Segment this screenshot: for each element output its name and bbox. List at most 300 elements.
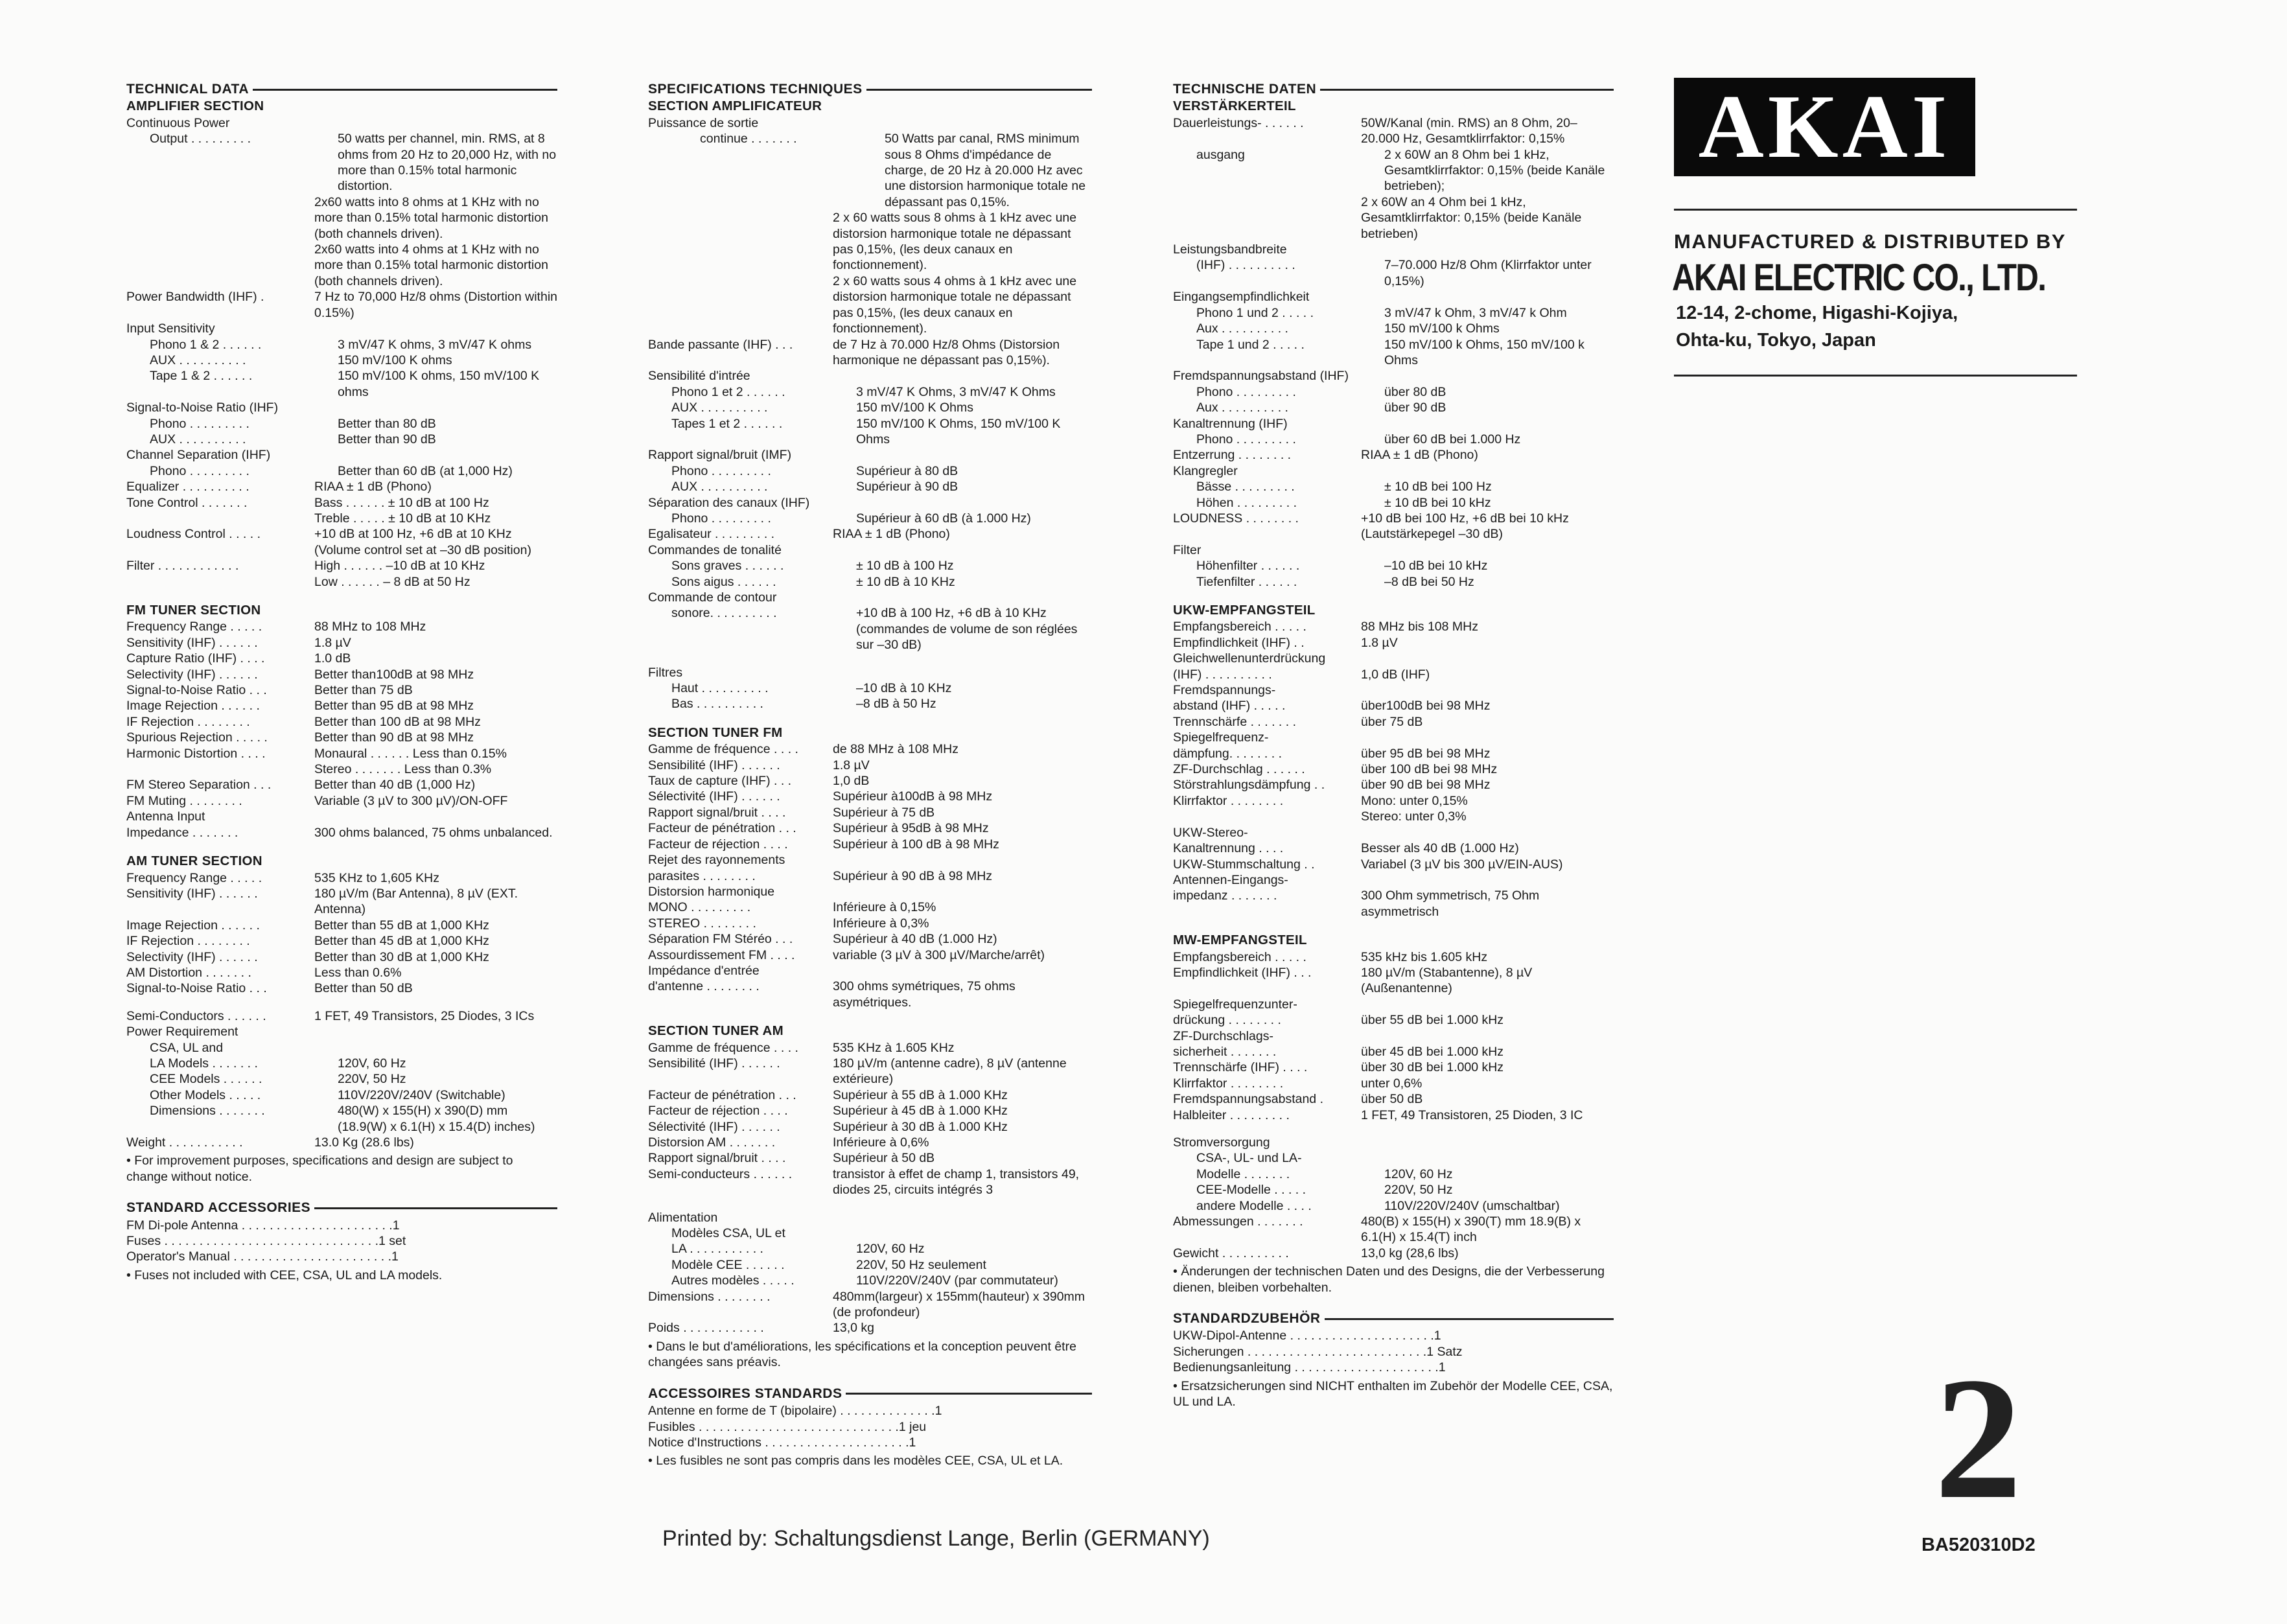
spec-row: [126, 574, 557, 590]
spec-value: Low . . . . . . – 8 dB at 50 Hz: [314, 574, 470, 589]
spec-row: [648, 1056, 1092, 1087]
spec-label: Sensitivity (IHF) . . . . . .: [126, 886, 258, 901]
spec-value: Better than 100 dB at 98 MHz: [314, 714, 481, 729]
spec-label: LOUDNESS . . . . . . . .: [1173, 511, 1299, 526]
spec-row: [648, 979, 1092, 1010]
spec-label: Egalisateur . . . . . . . . .: [648, 527, 775, 542]
spec-row: [1173, 635, 1614, 651]
section-header: [126, 82, 557, 97]
header-rule: [846, 1393, 1092, 1395]
spec-row: [126, 1056, 557, 1071]
spec-value: 1 set: [378, 1234, 406, 1249]
spec-label: Sicherungen . . . . . . . . . . . . . . . . . . . . . . . . . .: [1173, 1344, 1427, 1359]
am-tuner-title: MW-EMPFANGSTEIL: [1173, 933, 1307, 948]
manufacturer-label: MANUFACTURED & DISTRIBUTED BY: [1674, 230, 2066, 253]
spec-value: [833, 1210, 1092, 1225]
spec-value: 2 x 60W an 8 Ohm bei 1 kHz, Gesamtklirrfaktor: 0,15% (beide Kanäle betrieben);: [1384, 147, 1605, 194]
spec-row: [648, 1135, 1092, 1150]
spec-label: Trennschärfe . . . . . . .: [1173, 714, 1297, 729]
spec-value: –8 dB à 50 Hz: [856, 697, 936, 712]
spec-value: 13,0 kg (28,6 lbs): [1361, 1246, 1459, 1260]
spec-row: [126, 777, 557, 793]
spec-label: Input Sensitivity: [126, 321, 215, 336]
spec-row: [1173, 1060, 1614, 1075]
spec-label: STEREO . . . . . . . .: [648, 916, 756, 931]
printed-by: Printed by: Schaltungsdienst Lange, Berlin (GERMANY): [662, 1526, 1210, 1551]
spec-row: [126, 870, 557, 886]
spec-row: [648, 696, 1092, 712]
spec-row: [648, 1273, 1092, 1288]
spec-row: [1173, 888, 1614, 920]
spec-value: [1361, 1135, 1614, 1150]
spec-row: [648, 1210, 1092, 1225]
header-rule: [866, 89, 1092, 91]
spec-row: [1173, 305, 1614, 321]
spec-row: [1173, 1135, 1614, 1150]
spec-label: Image Rejection . . . . . .: [126, 699, 260, 713]
spec-value: 50W/Kanal (min. RMS) an 8 Ohm, 20–20.000 Hz, Gesamtklirrfaktor: 0,15%: [1361, 115, 1577, 146]
spec-row: [126, 400, 557, 415]
spec-label: (IHF) . . . . . . . . . .: [1196, 258, 1295, 273]
header-title: TECHNICAL DATA: [126, 82, 249, 97]
spec-label: Trennschärfe (IHF) . . . .: [1173, 1060, 1308, 1075]
spec-row: [126, 1008, 557, 1024]
spec-value: [833, 115, 1092, 131]
spec-label: Spurious Rejection . . . . .: [126, 730, 268, 745]
spec-label: Stromversorgung: [1173, 1135, 1270, 1150]
spec-label: Rapport signal/bruit . . . .: [648, 805, 786, 820]
spec-label: AUX . . . . . . . . . .: [671, 480, 768, 494]
spec-value: 150 mV/100 K Ohms, 150 mV/100 K Ohms: [856, 416, 1061, 447]
spec-label: CSA-, UL- und LA-: [1196, 1151, 1302, 1166]
spec-label: continue . . . . . . .: [700, 132, 797, 146]
spec-value: Monaural . . . . . . Less than 0.15%: [314, 746, 507, 761]
spec-label: Eingangsempfindlichkeit: [1173, 290, 1310, 305]
spec-label: Modèle CEE . . . . . .: [671, 1257, 785, 1272]
spec-value: 2x60 watts into 4 ohms at 1 KHz with no more than 0.15% total harmonic distortion (both channels driven).: [314, 242, 548, 288]
spec-label: Phono . . . . . . . . .: [150, 416, 250, 431]
spec-row: [648, 1241, 1092, 1257]
spacer: [126, 1185, 557, 1196]
spec-row: [648, 868, 1092, 884]
spec-row: [126, 131, 557, 194]
spec-label: Tone Control . . . . . . .: [126, 495, 248, 510]
spec-row: [126, 682, 557, 698]
spec-label: Filter . . . . . . . . . . . .: [126, 559, 239, 574]
improvement-note: • Dans le but d'améliorations, les spécifications et la conception peuvent être changées sans préavis.: [648, 1339, 1076, 1370]
spec-value: 3 mV/47 k Ohm, 3 mV/47 k Ohm: [1384, 305, 1567, 320]
spec-row: [1173, 1166, 1614, 1182]
spacer: [126, 590, 557, 601]
spec-label: Image Rejection . . . . . .: [126, 918, 260, 933]
spec-value: [1384, 1150, 1614, 1166]
spec-row: [1173, 698, 1614, 713]
spec-label: Spiegelfrequenz-: [1173, 730, 1269, 745]
spec-value: 1 jeu: [898, 1419, 927, 1434]
spec-value: Supérieur à 30 dB à 1.000 KHz: [833, 1119, 1008, 1134]
spec-row: [648, 574, 1092, 590]
spec-value: +10 dB bei 100 Hz, +6 dB bei 10 kHz (Lautstärkepegel –30 dB): [1361, 511, 1569, 542]
spec-label: Kanaltrennung . . . .: [1173, 841, 1284, 856]
fm-tuner-title: FM TUNER SECTION: [126, 603, 261, 618]
spec-row: [648, 1103, 1092, 1119]
spec-label: Klangregler: [1173, 463, 1238, 478]
header-title: SPECIFICATIONS TECHNIQUES: [648, 82, 863, 97]
section-header: [1173, 82, 1614, 97]
spec-label: AUX . . . . . . . . . .: [150, 353, 246, 367]
spec-row: [648, 273, 1092, 337]
spec-label: Filter: [1173, 542, 1202, 557]
spacer: [648, 712, 1092, 724]
accessories-header: [126, 1200, 557, 1216]
spec-value: 480mm(largeur) x 155mm(hauteur) x 390mm (de profondeur): [833, 1289, 1085, 1320]
spec-value: [1361, 416, 1614, 432]
fm-tuner-title: UKW-EMPFANGSTEIL: [1173, 603, 1316, 618]
spec-label: Modelle . . . . . . .: [1196, 1166, 1290, 1181]
spec-value: 180 µV/m (Bar Antenna), 8 µV (EXT. Antenna): [314, 886, 518, 917]
french-column: [648, 78, 1092, 1469]
spec-row: [648, 1087, 1092, 1103]
header-rule: [314, 1207, 557, 1209]
spec-value: [833, 963, 1092, 979]
spec-value: de 88 MHz à 108 MHz: [833, 742, 959, 757]
spec-value: 150 mV/100 k Ohms, 150 mV/100 k Ohms: [1384, 337, 1585, 367]
spec-row: [126, 667, 557, 682]
spec-row: [1173, 619, 1614, 634]
spec-value: [1361, 825, 1614, 841]
spec-row: [648, 1040, 1092, 1056]
spec-label: CSA, UL and: [150, 1040, 224, 1055]
spec-row: [126, 1233, 557, 1249]
spec-label: Séparation des canaux (IHF): [648, 495, 810, 510]
spec-value: Better than 50 dB: [314, 981, 413, 996]
spec-label: Leistungsbandbreite: [1173, 242, 1287, 257]
spec-value: 220V, 50 Hz: [1384, 1183, 1453, 1198]
spec-row: [1173, 447, 1614, 463]
spec-row: [1173, 1076, 1614, 1091]
german-column: [1173, 78, 1614, 1410]
spec-value: 1: [1438, 1360, 1446, 1375]
spec-label: Haut . . . . . . . . . .: [671, 681, 769, 696]
spec-row: [648, 837, 1092, 852]
spec-label: Tapes 1 et 2 . . . . . .: [671, 416, 783, 431]
spec-label: FM Muting . . . . . . . .: [126, 793, 242, 808]
spec-value: [1361, 872, 1614, 888]
spec-value: de 7 Hz à 70.000 Hz/8 Ohms (Distorsion harmonique ne dépassant pas 0,15%).: [833, 337, 1060, 367]
spec-label: Phono . . . . . . . . .: [150, 463, 250, 478]
spec-row: [126, 526, 557, 558]
spec-row: [648, 899, 1092, 915]
spec-label: Tape 1 & 2 . . . . . .: [150, 369, 253, 384]
company-address: [1676, 299, 1958, 354]
spec-row: [1173, 793, 1614, 809]
spec-row: [126, 432, 557, 447]
spec-label: Frequency Range . . . . .: [126, 870, 262, 885]
spec-row: [126, 321, 557, 336]
spec-label: Störstrahlungsdämpfung . .: [1173, 778, 1325, 793]
spec-row: [1173, 667, 1614, 682]
spec-row: [126, 746, 557, 761]
spec-value: –8 dB bei 50 Hz: [1384, 574, 1474, 589]
spec-label: [1173, 194, 1361, 242]
spec-row: [1173, 872, 1614, 888]
spec-row: [648, 1150, 1092, 1166]
divider: [1674, 375, 2077, 377]
spec-value: 110V/220V/240V (par commutateur): [856, 1273, 1058, 1288]
spec-label: IF Rejection . . . . . . . .: [126, 714, 250, 729]
spec-label: Abmessungen . . . . . . .: [1173, 1214, 1303, 1229]
spec-value: 50 watts per channel, min. RMS, at 8 ohms from 20 Hz to 20,000 Hz, with no more than 0.15% total harmonic distortion.: [338, 132, 557, 194]
spec-label: Fusibles . . . . . . . . . . . . . . . . . . . . . . . . . . . . .: [648, 1419, 899, 1434]
spec-row: [648, 1119, 1092, 1135]
spec-row: [648, 773, 1092, 789]
spec-row: [126, 965, 557, 980]
spec-value: Supérieur à 90 dB: [856, 480, 958, 494]
spec-label: Fremdspannungs-: [1173, 683, 1276, 698]
spec-label: MONO . . . . . . . . .: [648, 900, 751, 915]
spec-row: [1173, 1344, 1614, 1360]
spec-label: FM Di-pole Antenna . . . . . . . . . . . . . . . . . . . . . .: [126, 1218, 393, 1233]
spec-label: FM Stereo Separation . . .: [126, 778, 272, 793]
spec-value: Better than 40 dB (1,000 Hz): [314, 778, 476, 793]
accessories-header: [1173, 1311, 1614, 1327]
spec-label: Sensibilité (IHF) . . . . . .: [648, 758, 780, 772]
spec-value: 300 ohms balanced, 75 ohms unbalanced.: [314, 825, 553, 840]
spec-label: Poids . . . . . . . . . . . .: [648, 1321, 764, 1336]
spec-label: Kanaltrennung (IHF): [1173, 416, 1288, 431]
spec-value: über 90 dB bei 98 MHz: [1361, 778, 1491, 793]
spec-label: Sélectivité (IHF) . . . . . .: [648, 1119, 780, 1134]
spec-row: [648, 605, 1092, 653]
spec-value: Supérieur à 60 dB (à 1.000 Hz): [856, 511, 1031, 526]
spacer: [648, 1198, 1092, 1210]
spec-label: Semi-conducteurs . . . . . .: [648, 1166, 793, 1181]
spec-label: Höhenfilter . . . . . .: [1196, 559, 1300, 574]
spec-value: RIAA ± 1 dB (Phono): [1361, 448, 1478, 463]
spec-label: Aux . . . . . . . . . .: [1196, 321, 1288, 336]
spec-label: Gewicht . . . . . . . . . .: [1173, 1246, 1289, 1260]
spec-label: Tape 1 und 2 . . . . .: [1196, 337, 1305, 352]
spec-value: 120V, 60 Hz: [856, 1242, 925, 1257]
spec-label: Bässe . . . . . . . . .: [1196, 480, 1295, 494]
spec-value: [833, 368, 1092, 384]
amplifier-title: VERSTÄRKERTEIL: [1173, 99, 1296, 114]
spec-value: über 95 dB bei 98 MHz: [1361, 746, 1491, 761]
spec-row: [126, 558, 557, 574]
spec-value: 3 mV/47 K ohms, 3 mV/47 K ohms: [338, 337, 532, 352]
spec-row: [1173, 651, 1614, 666]
spec-value: Supérieur à 75 dB: [833, 805, 935, 820]
spec-value: über 75 dB: [1361, 714, 1423, 729]
spec-value: [833, 852, 1092, 868]
spec-row: [648, 511, 1092, 526]
spec-value: [833, 495, 1092, 511]
spec-row: [126, 651, 557, 666]
spec-label: Sensitivity (IHF) . . . . . .: [126, 635, 258, 650]
spec-value: Supérieur à100dB à 98 MHz: [833, 789, 993, 804]
accessories-title: ACCESSOIRES STANDARDS: [648, 1386, 842, 1401]
spec-row: [1173, 761, 1614, 777]
address-line-2: Ohta-ku, Tokyo, Japan: [1676, 330, 1876, 351]
spec-row: [648, 463, 1092, 479]
spec-row: [126, 447, 557, 463]
spacer: [648, 653, 1092, 665]
spec-value: 1: [935, 1404, 942, 1419]
spec-value: [1361, 242, 1614, 257]
spec-row: [1173, 714, 1614, 730]
spec-value: [1361, 651, 1614, 666]
spec-label: Spiegelfrequenzunter-: [1173, 997, 1297, 1012]
spec-row: [1173, 1360, 1614, 1375]
spec-row: [1173, 416, 1614, 432]
spec-value: [833, 542, 1092, 558]
improvement-note: • For improvement purposes, specifications and design are subject to change without notice.: [126, 1154, 513, 1184]
spec-row: [648, 789, 1092, 804]
spec-label: [648, 273, 833, 337]
spec-value: High . . . . . . –10 dB at 10 KHz: [314, 559, 485, 574]
spec-row: [1173, 746, 1614, 761]
spec-label: Operator's Manual . . . . . . . . . . . . . . . . . . . . . . .: [126, 1249, 392, 1264]
spec-row: [126, 793, 557, 809]
spec-value: über 80 dB: [1384, 384, 1446, 399]
spec-value: über 45 dB bei 1.000 kHz: [1361, 1044, 1504, 1059]
spec-row: [1173, 558, 1614, 574]
spec-row: [126, 714, 557, 730]
spec-value: 180 µV/m (Stabantenne), 8 µV (Außenantenne): [1361, 965, 1533, 996]
spec-label: Facteur de réjection . . . .: [648, 837, 788, 852]
spec-label: ZF-Durchschlag . . . . . .: [1173, 762, 1305, 777]
spec-value: 1: [1434, 1328, 1441, 1343]
spec-label: UKW-Stummschaltung . .: [1173, 857, 1315, 872]
spec-value: [833, 665, 1092, 680]
spec-value: +10 dB à 100 Hz, +6 dB à 10 KHz (commandes de volume de son réglées sur –30 dB): [856, 606, 1078, 653]
spec-value: 2x60 watts into 8 ohms at 1 KHz with no more than 0.15% total harmonic distortion (both channels driven).: [314, 194, 548, 241]
spec-value: Inférieure à 0,6%: [833, 1135, 929, 1150]
spec-value: 150 mV/100 K ohms, 150 mV/100 K ohms: [338, 369, 540, 399]
spec-label: UKW-Dipol-Antenne . . . . . . . . . . . . . . . . . . . . .: [1173, 1328, 1434, 1343]
spec-value: 300 ohms symétriques, 75 ohms asymétriques.: [833, 979, 1016, 1010]
spacer: [648, 1010, 1092, 1022]
spec-label: Impédance d'entrée: [648, 963, 760, 978]
spacer: [1173, 590, 1614, 601]
spec-row: [126, 479, 557, 494]
spec-row: [126, 194, 557, 242]
spec-label: Klirrfaktor . . . . . . . .: [1173, 793, 1284, 808]
spec-value: [314, 809, 557, 824]
spec-row: [1173, 1214, 1614, 1246]
spec-label: Equalizer . . . . . . . . . .: [126, 480, 250, 494]
spec-row: [126, 730, 557, 745]
spec-row: [648, 1419, 1092, 1435]
spec-row: [648, 210, 1092, 273]
spec-row: [1173, 495, 1614, 511]
spec-label: Frequency Range . . . . .: [126, 620, 262, 634]
spec-label: Commande de contour: [648, 590, 777, 605]
spec-label: [126, 761, 314, 777]
spec-row: [126, 242, 557, 289]
fuse-note: • Ersatzsicherungen sind NICHT enthalten im Zubehör der Modelle CEE, CSA, UL und LA.: [1173, 1378, 1613, 1409]
spec-label: Weight . . . . . . . . . . .: [126, 1135, 243, 1150]
spec-label: Facteur de réjection . . . .: [648, 1104, 788, 1119]
spec-row: [126, 289, 557, 321]
improvement-note: • Änderungen der technischen Daten und des Designs, die der Verbesserung dienen, bleiben vorbehalten.: [1173, 1264, 1605, 1295]
spec-row: [648, 1403, 1092, 1419]
spec-row: [1173, 257, 1614, 289]
spec-value: 1 Satz: [1426, 1344, 1463, 1359]
spec-label: Semi-Conductors . . . . . .: [126, 1008, 266, 1023]
spec-label: Tiefenfilter . . . . . .: [1196, 574, 1297, 589]
spec-value: Better than 55 dB at 1,000 KHz: [314, 918, 489, 933]
spec-value: 535 KHz à 1.605 KHz: [833, 1040, 955, 1055]
spec-value: Variabel (3 µV bis 300 µV/EIN-AUS): [1361, 857, 1563, 872]
spec-value: Better than 95 dB at 98 MHz: [314, 699, 474, 713]
spec-value: Variable (3 µV to 300 µV)/ON-OFF: [314, 793, 508, 808]
spacer: [1173, 920, 1614, 931]
spec-value: Supérieur à 55 dB à 1.000 KHz: [833, 1087, 1008, 1102]
spec-label: Taux de capture (IHF) . . .: [648, 774, 792, 789]
header-rule: [1320, 89, 1614, 91]
spec-value: über 30 dB bei 1.000 kHz: [1361, 1060, 1504, 1075]
accessories-title: STANDARDZUBEHÖR: [1173, 1311, 1321, 1327]
spec-label: Modèles CSA, UL et: [671, 1226, 785, 1241]
spec-label: Distorsion AM . . . . . . .: [648, 1135, 776, 1150]
spec-label: Continuous Power: [126, 115, 230, 130]
spec-value: [314, 321, 557, 336]
spec-value: 1 FET, 49 Transistors, 25 Diodes, 3 ICs: [314, 1008, 535, 1023]
spec-row: [648, 495, 1092, 511]
spec-value: Supérieur à 95dB à 98 MHz: [833, 821, 989, 836]
spec-label: sicherheit . . . . . . .: [1173, 1044, 1277, 1059]
spec-row: [648, 447, 1092, 463]
spec-value: Inférieure à 0,3%: [833, 916, 929, 931]
spec-value: [1361, 289, 1614, 305]
spec-row: [126, 463, 557, 479]
spec-value: Better than 60 dB (at 1,000 Hz): [338, 463, 513, 478]
spec-label: [1173, 809, 1361, 824]
spec-value: 1: [391, 1249, 399, 1264]
spec-row: [126, 635, 557, 651]
spec-row: [126, 115, 557, 131]
spec-label: Antenne en forme de T (bipolaire) . . . . . . . . . . . . . .: [648, 1404, 935, 1419]
amplifier-title: AMPLIFIER SECTION: [126, 99, 264, 114]
spec-row: [126, 1040, 557, 1056]
spec-value: ± 10 dB à 100 Hz: [856, 559, 954, 574]
spec-label: Impedance . . . . . . .: [126, 825, 238, 840]
header-rule: [253, 89, 557, 91]
spec-value: Better than 45 dB at 1,000 KHz: [314, 934, 489, 949]
spec-value: 110V/220V/240V (umschaltbar): [1384, 1198, 1560, 1213]
spec-row: [126, 1135, 557, 1150]
spec-value: ± 10 dB bei 10 kHz: [1384, 495, 1491, 510]
spec-label: Commandes de tonalité: [648, 542, 782, 557]
spec-row: [126, 949, 557, 965]
spacer: [126, 997, 557, 1008]
spec-value: [833, 884, 1092, 899]
spec-row: [1173, 147, 1614, 194]
spec-value: 300 Ohm symmetrisch, 75 Ohm asymmetrisch: [1361, 888, 1540, 919]
fuse-note: • Les fusibles ne sont pas compris dans les modèles CEE, CSA, UL et LA.: [648, 1454, 1063, 1468]
spec-row: [648, 416, 1092, 448]
spec-value: [314, 447, 557, 463]
spec-row: [1173, 1012, 1614, 1028]
spec-label: Phono . . . . . . . . .: [671, 463, 771, 478]
spec-label: Signal-to-Noise Ratio (IHF): [126, 400, 279, 415]
spec-label: Gamme de fréquence . . . .: [648, 1040, 798, 1055]
spec-label: [126, 574, 314, 590]
spec-value: Supérieur à 40 dB (1.000 Hz): [833, 932, 997, 947]
spec-label: Notice d'Instructions . . . . . . . . . . . . . . . . . . . . .: [648, 1435, 909, 1450]
address-line-1: 12-14, 2-chome, Higashi-Kojiya,: [1676, 303, 1958, 323]
